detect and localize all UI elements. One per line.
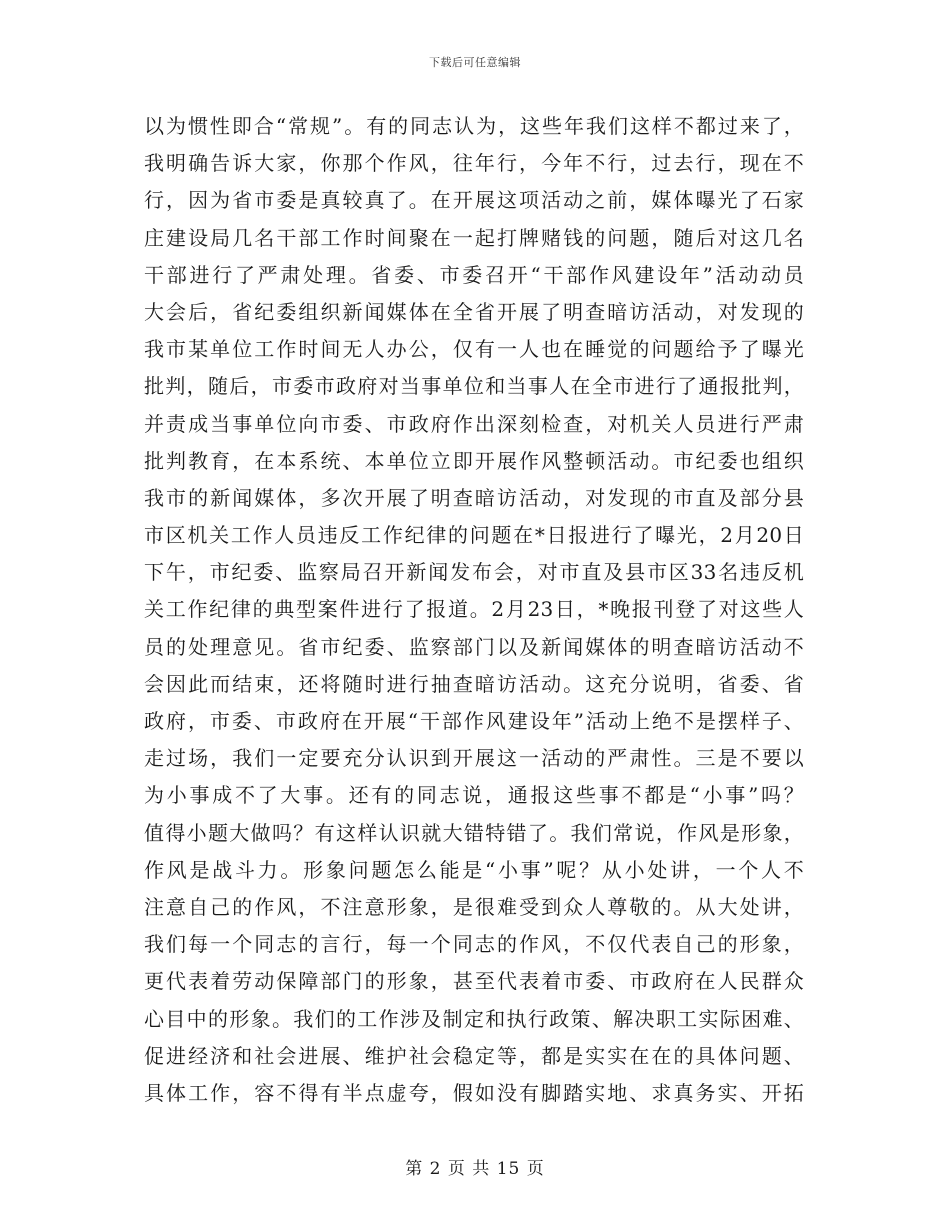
body-line: 庄建设局几名干部工作时间聚在一起打牌赌钱的问题，随后对这几名 [144, 225, 804, 250]
page-footer: 第 2 页 共 15 页 [405, 1159, 545, 1179]
body-line: 并责成当事单位向市委、市政府作出深刻检查，对机关人员进行严肃 [144, 411, 804, 436]
body-line: 促进经济和社会进展、维护社会稳定等，都是实实在在的具体问题、 [144, 1043, 804, 1068]
body-line: 作风是战斗力。形象问题怎么能是“小事”呢？从小处讲，一个人不 [144, 857, 804, 882]
body-line: 行，因为省市委是真较真了。在开展这项活动之前，媒体曝光了石家 [144, 188, 804, 213]
body-line: 批判教育，在本系统、本单位立即开展作风整顿活动。市纪委也组织 [144, 448, 804, 473]
body-line: 我明确告诉大家，你那个作风，往年行，今年不行，过去行，现在不 [144, 151, 804, 176]
body-line: 值得小题大做吗？有这样认识就大错特错了。我们常说，作风是形象， [144, 820, 804, 845]
document-body [144, 108, 804, 1112]
body-line: 心目中的形象。我们的工作涉及制定和执行政策、解决职工实际困难、 [144, 1006, 804, 1031]
body-line: 走过场，我们一定要充分认识到开展这一活动的严肃性。三是不要以 [144, 746, 804, 771]
body-line: 注意自己的作风，不注意形象，是很难受到众人尊敬的。从大处讲， [144, 894, 804, 919]
body-line: 下午，市纪委、监察局召开新闻发布会，对市直及县市区33名违反机 [144, 560, 804, 585]
body-line: 干部进行了严肃处理。省委、市委召开“干部作风建设年”活动动员 [144, 262, 804, 287]
body-line: 我市某单位工作时间无人办公，仅有一人也在睡觉的问题给予了曝光 [144, 337, 804, 362]
body-line: 政府，市委、市政府在开展“干部作风建设年”活动上绝不是摆样子、 [144, 709, 804, 733]
body-line: 为小事成不了大事。还有的同志说，通报这些事不都是“小事”吗？ [144, 783, 804, 808]
body-line: 员的处理意见。省市纪委、监察部门以及新闻媒体的明查暗访活动不 [144, 634, 804, 659]
body-line: 市区机关工作人员违反工作纪律的问题在*日报进行了曝光，2月20日 [144, 523, 804, 548]
body-line: 具体工作，容不得有半点虚夸，假如没有脚踏实地、求真务实、开拓 [144, 1080, 804, 1105]
body-line: 大会后，省纪委组织新闻媒体在全省开展了明查暗访活动，对发现的 [144, 299, 804, 324]
body-line: 批判，随后，市委市政府对当事单位和当事人在全市进行了通报批判， [144, 374, 804, 399]
page-header: 下载后可任意编辑 [429, 56, 521, 69]
body-line: 关工作纪律的典型案件进行了报道。2月23日，*晚报刊登了对这些人 [144, 597, 804, 622]
body-line: 我市的新闻媒体，多次开展了明查暗访活动，对发现的市直及部分县 [144, 485, 804, 510]
body-line: 以为惯性即合“常规”。有的同志认为，这些年我们这样不都过来了， [144, 114, 804, 138]
body-line: 更代表着劳动保障部门的形象，甚至代表着市委、市政府在人民群众 [144, 969, 804, 994]
body-line: 会因此而结束，还将随时进行抽查暗访活动。这充分说明，省委、省 [144, 671, 804, 696]
body-line: 我们每一个同志的言行，每一个同志的作风，不仅代表自己的形象， [144, 932, 804, 957]
